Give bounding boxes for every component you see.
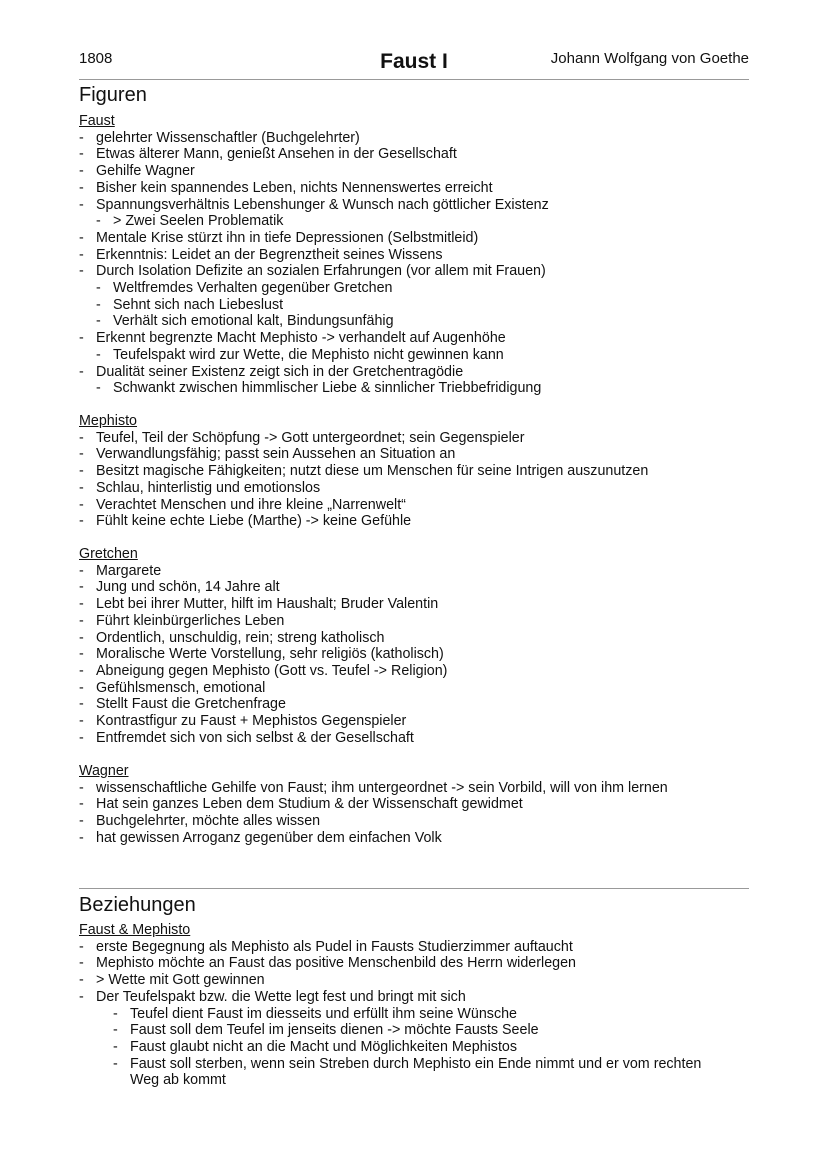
list-item: - Dualität seiner Existenz zeigt sich in der Gretchentragödie bbox=[79, 364, 759, 381]
section-title-beziehungen: Beziehungen bbox=[79, 894, 196, 916]
list-item: - gelehrter Wissenschaftler (Buchgelehrter) bbox=[79, 130, 759, 147]
list-item: - Buchgelehrter, möchte alles wissen bbox=[79, 813, 759, 830]
list-item: - > Wette mit Gott gewinnen bbox=[79, 972, 759, 989]
faust-mephisto-heading: Faust & Mephisto bbox=[79, 922, 191, 938]
list-item: - Stellt Faust die Gretchenfrage bbox=[79, 696, 759, 713]
list-item: - Moralische Werte Vorstellung, sehr religiös (katholisch) bbox=[79, 646, 759, 663]
list-item: - hat gewissen Arroganz gegenüber dem einfachen Volk bbox=[79, 830, 759, 847]
list-item: - Jung und schön, 14 Jahre alt bbox=[79, 579, 759, 596]
list-subitem: - Teufelspakt wird zur Wette, die Mephisto nicht gewinnen kann bbox=[96, 347, 759, 364]
gretchen-heading: Gretchen bbox=[79, 546, 138, 562]
page-header bbox=[79, 0, 749, 80]
faust-mephisto-block bbox=[79, 922, 759, 1089]
list-subitem: - Teufel dient Faust im diesseits und erfüllt ihm seine Wünsche bbox=[113, 1006, 759, 1023]
list-item: - Abneigung gegen Mephisto (Gott vs. Teufel -> Religion) bbox=[79, 663, 759, 680]
section-divider bbox=[79, 888, 749, 889]
list-item: - Kontrastfigur zu Faust + Mephistos Gegenspieler bbox=[79, 713, 759, 730]
list-item: - Gehilfe Wagner bbox=[79, 163, 759, 180]
list-item: - Führt kleinbürgerliches Leben bbox=[79, 613, 759, 630]
list-item: - Ordentlich, unschuldig, rein; streng katholisch bbox=[79, 630, 759, 647]
document-title: Faust I bbox=[380, 50, 448, 73]
list-item: - Erkenntnis: Leidet an der Begrenztheit seines Wissens bbox=[79, 247, 759, 264]
faust-mephisto-list bbox=[79, 939, 759, 1089]
mephisto-heading: Mephisto bbox=[79, 413, 138, 429]
list-subitem: - Faust soll dem Teufel im jenseits dienen -> möchte Fausts Seele bbox=[113, 1022, 759, 1039]
faust-list bbox=[79, 130, 759, 397]
list-item: - Margarete bbox=[79, 563, 759, 580]
list-subitem: - Weltfremdes Verhalten gegenüber Gretchen bbox=[96, 280, 759, 297]
list-item: - Schlau, hinterlistig und emotionslos bbox=[79, 480, 759, 497]
list-item: - Erkennt begrenzte Macht Mephisto -> verhandelt auf Augenhöhe bbox=[79, 330, 759, 347]
gretchen-list bbox=[79, 563, 759, 747]
section-title-figuren: Figuren bbox=[79, 84, 147, 106]
wagner-heading: Wagner bbox=[79, 763, 129, 779]
list-item: - Verachtet Menschen und ihre kleine „Narrenwelt“ bbox=[79, 497, 759, 514]
list-item: - Lebt bei ihrer Mutter, hilft im Haushalt; Bruder Valentin bbox=[79, 596, 759, 613]
year: 1808 bbox=[79, 50, 113, 67]
faust-block bbox=[79, 113, 759, 397]
list-item: - erste Begegnung als Mephisto als Pudel in Fausts Studierzimmer auftaucht bbox=[79, 939, 759, 956]
list-item: - Verwandlungsfähig; passt sein Aussehen an Situation an bbox=[79, 446, 759, 463]
wagner-list bbox=[79, 780, 759, 847]
list-subitem: - Faust glaubt nicht an die Macht und Möglichkeiten Mephistos bbox=[113, 1039, 759, 1056]
mephisto-list bbox=[79, 430, 759, 530]
list-subitem: - Sehnt sich nach Liebeslust bbox=[96, 297, 759, 314]
list-item: - Mentale Krise stürzt ihn in tiefe Depressionen (Selbstmitleid) bbox=[79, 230, 759, 247]
mephisto-block bbox=[79, 413, 759, 530]
list-item: - Teufel, Teil der Schöpfung -> Gott untergeordnet; sein Gegenspieler bbox=[79, 430, 759, 447]
list-item: - Besitzt magische Fähigkeiten; nutzt diese um Menschen für seine Intrigen auszunutzen bbox=[79, 463, 759, 480]
list-subitem: - Faust soll sterben, wenn sein Streben durch Mephisto ein Ende nimmt und er vom rechten Weg ab kommt bbox=[113, 1056, 730, 1089]
list-item: - Mephisto möchte an Faust das positive Menschenbild des Herrn widerlegen bbox=[79, 955, 759, 972]
list-item: - Etwas älterer Mann, genießt Ansehen in der Gesellschaft bbox=[79, 146, 759, 163]
gretchen-block bbox=[79, 546, 759, 746]
list-item: - Entfremdet sich von sich selbst & der Gesellschaft bbox=[79, 730, 759, 747]
list-item: - Hat sein ganzes Leben dem Studium & der Wissenschaft gewidmet bbox=[79, 796, 759, 813]
list-subitem: - Verhält sich emotional kalt, Bindungsunfähig bbox=[96, 313, 759, 330]
faust-heading: Faust bbox=[79, 113, 115, 129]
list-item: - Spannungsverhältnis Lebenshunger & Wunsch nach göttlicher Existenz bbox=[79, 197, 759, 214]
list-item: - wissenschaftliche Gehilfe von Faust; ihm untergeordnet -> sein Vorbild, will von ihm lernen bbox=[79, 780, 759, 797]
list-subitem: - Schwankt zwischen himmlischer Liebe & sinnlicher Triebbefridigung bbox=[96, 380, 759, 397]
list-item: - Bisher kein spannendes Leben, nichts Nennenswertes erreicht bbox=[79, 180, 759, 197]
header-divider bbox=[79, 79, 749, 80]
list-subitem: - > Zwei Seelen Problematik bbox=[96, 213, 759, 230]
wagner-block bbox=[79, 763, 759, 847]
list-item: - Gefühlsmensch, emotional bbox=[79, 680, 759, 697]
list-item: - Durch Isolation Defizite an sozialen Erfahrungen (vor allem mit Frauen) bbox=[79, 263, 759, 280]
list-item: - Der Teufelspakt bzw. die Wette legt fest und bringt mit sich bbox=[79, 989, 759, 1006]
list-item: - Fühlt keine echte Liebe (Marthe) -> keine Gefühle bbox=[79, 513, 759, 530]
author: Johann Wolfgang von Goethe bbox=[550, 50, 749, 67]
